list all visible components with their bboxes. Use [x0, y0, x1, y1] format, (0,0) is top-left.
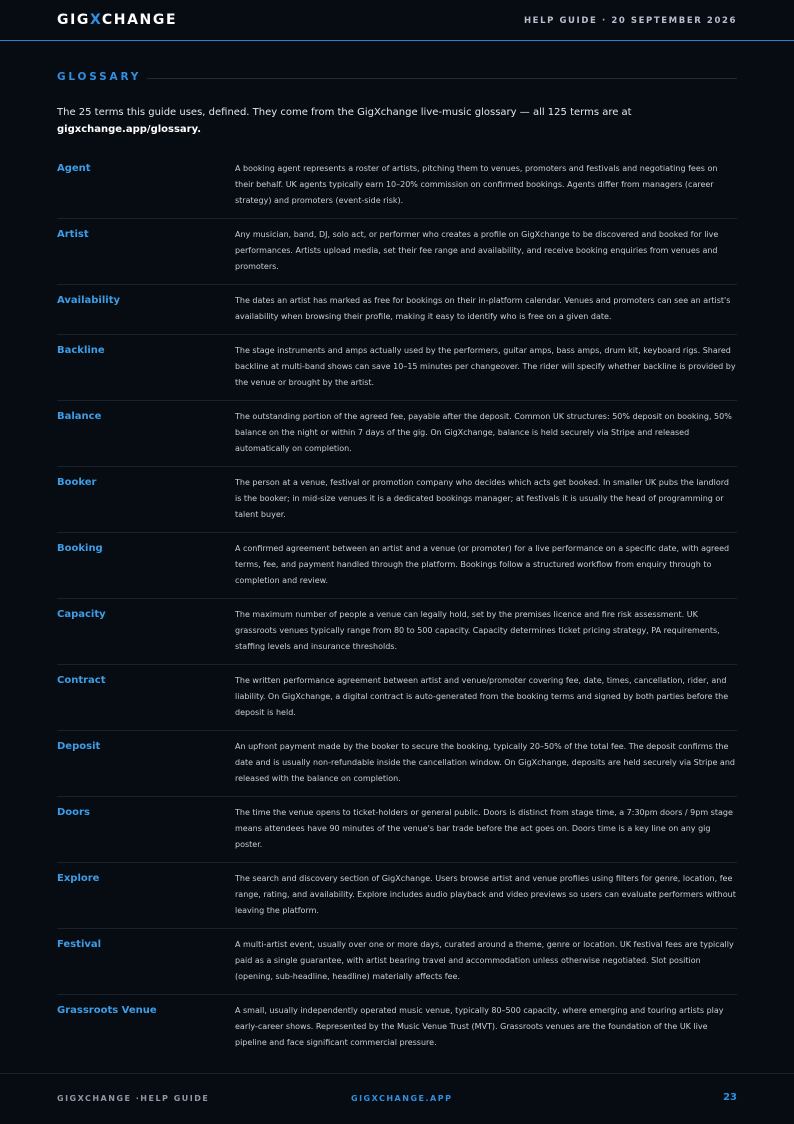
glossary-entry	[57, 995, 737, 1060]
glossary-term: Booking	[57, 543, 103, 554]
glossary-entry	[57, 533, 737, 599]
glossary-definition: The outstanding portion of the agreed fee, payable after the deposit. Common UK structures: 50% deposit on booking, 50% balance on the night or within 7 days of the gig. On GigXchange, balance is held securely via Stripe and released automatically on completion.	[235, 412, 732, 453]
glossary-term: Availability	[57, 295, 120, 306]
glossary-definition: The stage instruments and amps actually used by the performers, guitar amps, bass amps, drum kit, keyboard rigs. Shared backline at multi-band shows can save 10–15 minutes per changeover. The rider will specify whether backline is provided by the venue or brought by the artist.	[235, 346, 736, 387]
page-header	[0, 0, 794, 41]
glossary-entry	[57, 599, 737, 665]
glossary-term: Artist	[57, 229, 89, 240]
glossary-term: Explore	[57, 873, 100, 884]
glossary-term: Capacity	[57, 609, 106, 620]
glossary-definition: The dates an artist has marked as free for bookings on their in-platform calendar. Venues and promoters can see an artist's availability when browsing their profile, making it easy to identify who is free on a given date.	[235, 296, 731, 321]
glossary-entry	[57, 863, 737, 929]
glossary-term: Contract	[57, 675, 106, 686]
footer-site-link[interactable]: GIGXCHANGE.APP	[351, 1094, 453, 1103]
glossary-definition: A booking agent represents a roster of artists, pitching them to venues, promoters and festivals and negotiating fees on their behalf. UK agents typically earn 10–20% commission on confirmed bookings. Agents differ from managers (career strategy) and promoters (event-side risk).	[235, 164, 718, 205]
glossary-definition: A multi-artist event, usually over one or more days, curated around a theme, genre or location. UK festival fees are typically paid as a single guarantee, with artist bearing travel and accommodation unless otherwise negotiated. Slot position (opening, sub-headline, headline) materially affects fee.	[235, 940, 734, 981]
intro-text: The 25 terms this guide uses, defined. They come from the GigXchange live-music glossary — all 125 terms are at	[57, 107, 632, 118]
glossary-term: Grassroots Venue	[57, 1005, 157, 1016]
glossary-link[interactable]: gigxchange.app/glossary.	[57, 124, 202, 135]
section-title: GLOSSARY	[57, 71, 142, 83]
footer-title: GIGXCHANGE ·HELP GUIDE	[57, 1094, 210, 1103]
glossary-entry	[57, 219, 737, 285]
page-number: 23	[723, 1092, 737, 1103]
glossary-entry	[57, 797, 737, 863]
intro-paragraph	[57, 104, 657, 138]
glossary-definition: A small, usually independently operated music venue, typically 80–500 capacity, where emerging and touring artists play early-career shows. Represented by the Music Venue Trust (MVT). Grassroots venues are the foundation of the UK live pipeline and face significant commercial pressure.	[235, 1006, 724, 1047]
glossary-definition: A confirmed agreement between an artist and a venue (or promoter) for a live performance on a specific date, with agreed terms, fee, and payment handled through the platform. Bookings follow a structured workflow from enquiry through to completion and review.	[235, 544, 730, 585]
glossary-term: Doors	[57, 807, 90, 818]
glossary-term: Balance	[57, 411, 102, 422]
glossary-term: Deposit	[57, 741, 101, 752]
glossary-entry	[57, 731, 737, 797]
glossary-list	[57, 153, 737, 1060]
logo-text-right: CHANGE	[101, 12, 178, 28]
header-meta: HELP GUIDE · 20 SEPTEMBER 2026	[523, 16, 737, 26]
glossary-entry	[57, 665, 737, 731]
glossary-definition: Any musician, band, DJ, solo act, or performer who creates a profile on GigXchange to be discovered and booked for live performances. Artists upload media, set their fee range and availability, and receive booking enquiries from venues and promoters.	[235, 230, 719, 271]
glossary-term: Backline	[57, 345, 105, 356]
section-divider	[147, 78, 737, 79]
section-heading	[57, 71, 737, 85]
glossary-definition: The search and discovery section of GigXchange. Users browse artist and venue profiles using filters for genre, location, fee range, rating, and availability. Explore includes audio playback and video previews so users can evaluate performers without leaving the platform.	[235, 874, 736, 915]
glossary-definition: The written performance agreement between artist and venue/promoter covering fee, date, times, cancellation, rider, and liability. On GigXchange, a digital contract is auto-generated from the booking terms and signed by both parties before the deposit is held.	[235, 676, 729, 717]
glossary-definition: The person at a venue, festival or promotion company who decides which acts get booked. In smaller UK pubs the landlord is the booker; in mid-size venues it is a dedicated bookings manager; at festivals it is usually the head of programming or talent buyer.	[235, 478, 729, 519]
glossary-entry	[57, 335, 737, 401]
logo-x-mark: X	[90, 12, 102, 28]
page-footer	[0, 1073, 794, 1124]
glossary-term: Booker	[57, 477, 97, 488]
glossary-definition: The time the venue opens to ticket-holders or general public. Doors is distinct from stage time, a 7:30pm doors / 9pm stage means attendees have 90 minutes of the venue's bar trade before the act goes on. Doors time is a key line on any gig poster.	[235, 808, 733, 849]
glossary-definition: An upfront payment made by the booker to secure the booking, typically 20–50% of the total fee. The deposit confirms the date and is usually non-refundable inside the cancellation window. On GigXchange, deposits are held securely via Stripe and released with the balance on completion.	[235, 742, 735, 783]
glossary-entry	[57, 401, 737, 467]
glossary-entry	[57, 153, 737, 219]
gigxchange-logo	[57, 12, 177, 28]
glossary-entry	[57, 929, 737, 995]
glossary-term: Festival	[57, 939, 102, 950]
glossary-term: Agent	[57, 163, 91, 174]
glossary-definition: The maximum number of people a venue can legally hold, set by the premises licence and fire risk assessment. UK grassroots venues typically range from 80 to 500 capacity. Capacity determines ticket pricing strategy, PA requirements, staffing levels and insurance thresholds.	[235, 610, 720, 651]
glossary-entry	[57, 285, 737, 335]
glossary-entry	[57, 467, 737, 533]
logo-text-left: GIG	[57, 12, 90, 28]
